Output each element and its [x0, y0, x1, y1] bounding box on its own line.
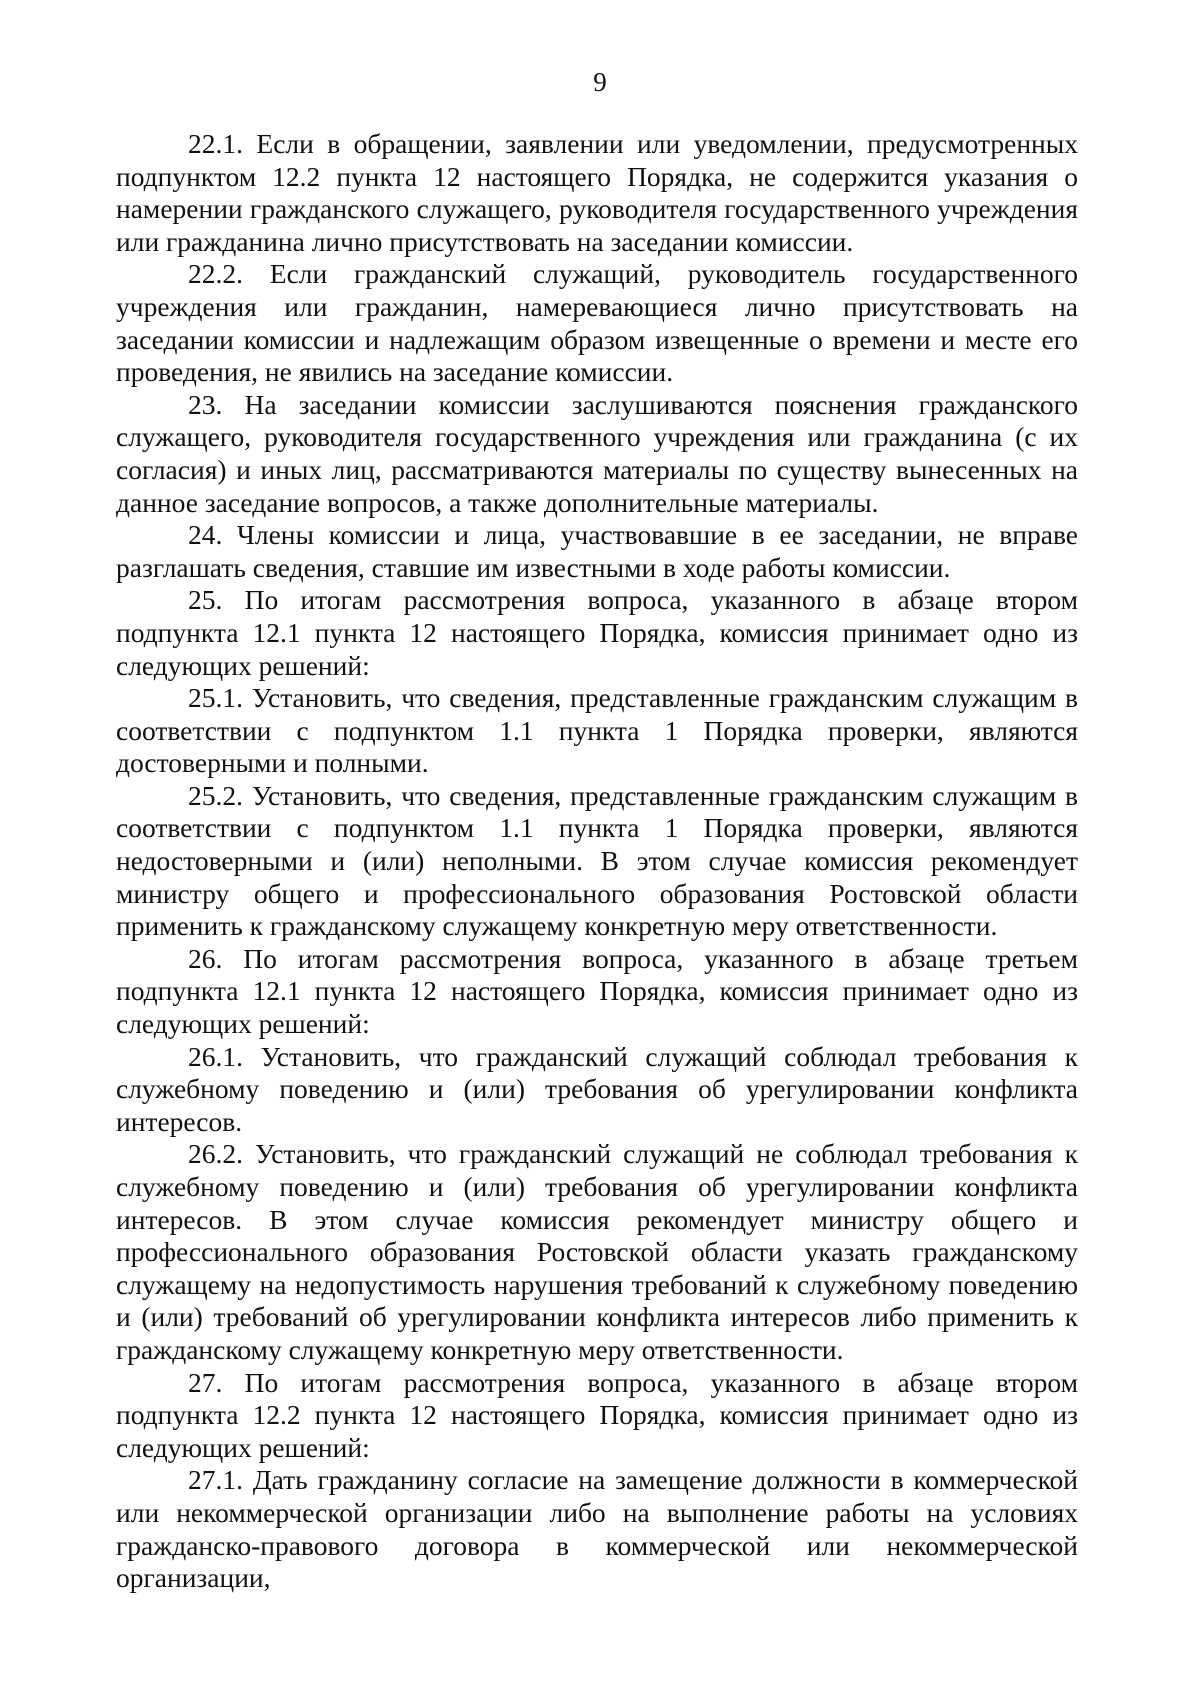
paragraph-25-2: 25.2. Установить, что сведения, представленные гражданским служащим в соответствии с подпунктом 1.1 пункта 1 Порядка проверки, являются недостоверными и (или) неполными. В этом случае комиссия рекомендует министру общего и профессионального образования Ростовской области применить к гражданскому служащему конкретную меру ответственности.	[116, 779, 1078, 942]
paragraph-23: 23. На заседании комиссии заслушиваются пояснения гражданского служащего, руководителя государственного учреждения или гражданина (с их согласия) и иных лиц, рассматриваются материалы по существу вынесенных на данное заседание вопросов, а также дополнительные материалы.	[116, 388, 1078, 518]
paragraph-26-2: 26.2. Установить, что гражданский служащий не соблюдал требования к служебному поведению и (или) требования об урегулировании конфликта интересов. В этом случае комиссия рекомендует министру общего и профессионального образования Ростовской области указать гражданскому служащему на недопустимость нарушения требований к служебному поведению и (или) требований об урегулировании конфликта интересов либо применить к гражданскому служащему конкретную меру ответственности.	[116, 1138, 1078, 1365]
paragraph-26-1: 26.1. Установить, что гражданский служащий соблюдал требования к служебному поведению и (или) требования об урегулировании конфликта интересов.	[116, 1040, 1078, 1137]
paragraph-22-1: 22.1. Если в обращении, заявлении или уведомлении, предусмотренных подпунктом 12.2 пункта 12 настоящего Порядка, не содержится указания о намерении гражданского служащего, руководителя государственного учреждения или гражданина лично присутствовать на заседании комиссии.	[116, 128, 1078, 257]
paragraph-22-2: 22.2. Если гражданский служащий, руководитель государственного учреждения или гражданин, намеревающиеся лично присутствовать на заседании комиссии и надлежащим образом извещенные о времени и месте его проведения, не явились на заседание комиссии.	[116, 258, 1078, 388]
paragraph-24: 24. Члены комиссии и лица, участвовавшие в ее заседании, не вправе разглашать сведения, ставшие им известными в ходе работы комиссии.	[116, 519, 1078, 583]
document-body	[116, 128, 1078, 1595]
paragraph-27-1: 27.1. Дать гражданину согласие на замещение должности в коммерческой или некоммерческой организации либо на выполнение работы на условиях гражданско-правового договора в коммерческой или некоммерческой организации,	[116, 1464, 1078, 1594]
paragraph-27: 27. По итогам рассмотрения вопроса, указанного в абзаце втором подпункта 12.2 пункта 12 настоящего Порядка, комиссия принимает одно из следующих решений:	[116, 1366, 1078, 1463]
page-number: 9	[593, 67, 607, 97]
paragraph-25: 25. По итогам рассмотрения вопроса, указанного в абзаце втором подпункта 12.1 пункта 12 настоящего Порядка, комиссия принимает одно из следующих решений:	[116, 584, 1078, 681]
paragraph-26: 26. По итогам рассмотрения вопроса, указанного в абзаце третьем подпункта 12.1 пункта 12 настоящего Порядка, комиссия принимает одно из следующих решений:	[116, 942, 1078, 1040]
paragraph-25-1: 25.1. Установить, что сведения, представленные гражданским служащим в соответствии с подпунктом 1.1 пункта 1 Порядка проверки, являются достоверными и полными.	[116, 682, 1078, 779]
